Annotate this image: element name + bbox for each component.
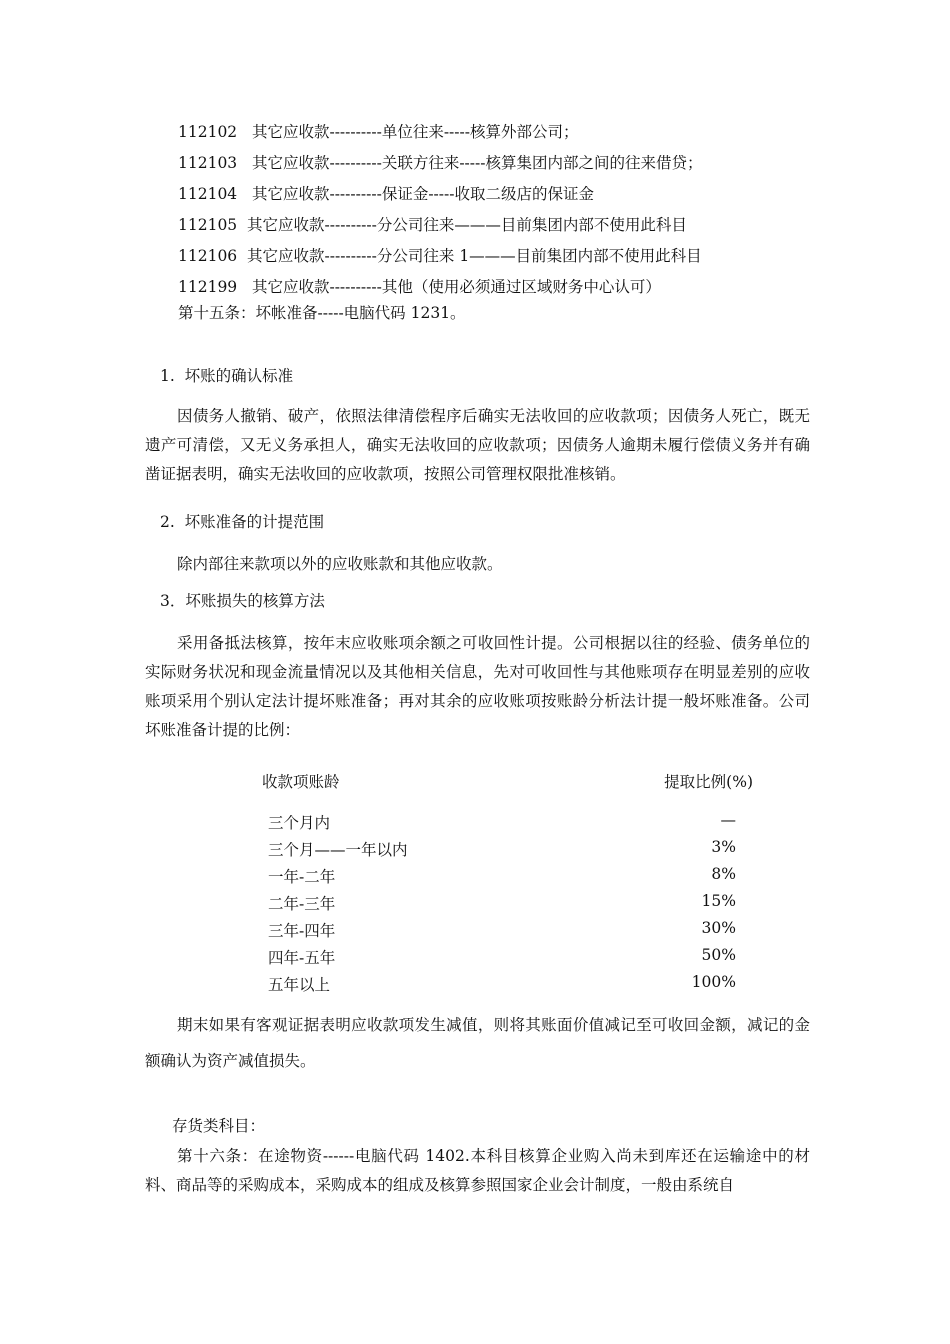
- table-row-age: 三年-四年: [268, 922, 336, 940]
- impairment-paragraph: 期末如果有客观证据表明应收款项发生减值，则将其账面价值减记至可收回金额，减记的金额确认为资产减值损失。: [145, 1016, 810, 1070]
- table-row-ratio: 3%: [711, 838, 736, 856]
- account-line-112103: 112103 其它应收款----------关联方往来-----核算集团内部之间的往来借贷；: [178, 154, 703, 172]
- table-row-age: 三个月——一年以内: [268, 841, 408, 859]
- table-row-age: 五年以上: [268, 976, 331, 994]
- section-2-heading: 2. 坏账准备的计提范围: [160, 513, 325, 531]
- table-row-ratio: 15%: [701, 892, 736, 910]
- table-row-ratio: 30%: [701, 919, 736, 937]
- account-line-112102: 112102 其它应收款----------单位往来-----核算外部公司；: [178, 123, 579, 141]
- table-row-ratio: 100%: [691, 973, 736, 991]
- inventory-heading: 存货类科目：: [172, 1117, 266, 1135]
- account-line-112104: 112104 其它应收款----------保证金-----收取二级店的保证金: [178, 185, 595, 203]
- section-1-body: 因债务人撤销、破产，依照法律清偿程序后确实无法收回的应收款项；因债务人死亡，既无遗产可清偿，又无义务承担人，确实无法收回的应收款项；因债务人逾期未履行偿债义务并有确凿证据表明，确实无法收回的应收款项，按照公司管理权限批准核销。: [145, 407, 810, 483]
- account-line-112199: 112199 其它应收款----------其他（使用必须通过区域财务中心认可）: [178, 278, 661, 296]
- table-row-age: 三个月内: [268, 814, 331, 832]
- account-line-112105: 112105 其它应收款----------分公司往来———目前集团内部不使用此科目: [178, 216, 687, 234]
- table-header-ratio: 提取比例(%): [664, 773, 753, 791]
- table-row-ratio: 50%: [701, 946, 736, 964]
- table-row-ratio: 8%: [711, 865, 736, 883]
- section-1-heading: 1. 坏账的确认标准: [160, 367, 294, 385]
- table-row-ratio: —: [720, 811, 736, 829]
- table-row-age: 二年-三年: [268, 895, 336, 913]
- account-line-112106: 112106 其它应收款----------分公司往来 1———目前集团内部不使用此科目: [178, 247, 702, 265]
- table-row-age: 一年-二年: [268, 868, 336, 886]
- article-16-paragraph: 第十六条：在途物资------电脑代码 1402.本科目核算企业购入尚未到库还在运输途中的材料、商品等的采购成本，采购成本的组成及核算参照国家企业会计制度，一般由系统自: [145, 1147, 810, 1194]
- table-row-age: 四年-五年: [268, 949, 336, 967]
- section-3-heading: 3．坏账损失的核算方法: [160, 592, 325, 610]
- section-3-body: 采用备抵法核算，按年末应收账项余额之可收回性计提。公司根据以往的经验、债务单位的实际财务状况和现金流量情况以及其他相关信息，先对可收回性与其他账项存在明显差别的应收账项采用个别认定法计提坏账准备；再对其余的应收账项按账龄分析法计提一般坏账准备。公司坏账准备计提的比例：: [145, 634, 810, 739]
- table-header-age: 收款项账龄: [262, 773, 340, 791]
- section-2-body: 除内部往来款项以外的应收账款和其他应收款。: [177, 555, 503, 573]
- article-15-title: 第十五条：坏帐准备-----电脑代码 1231。: [178, 304, 466, 322]
